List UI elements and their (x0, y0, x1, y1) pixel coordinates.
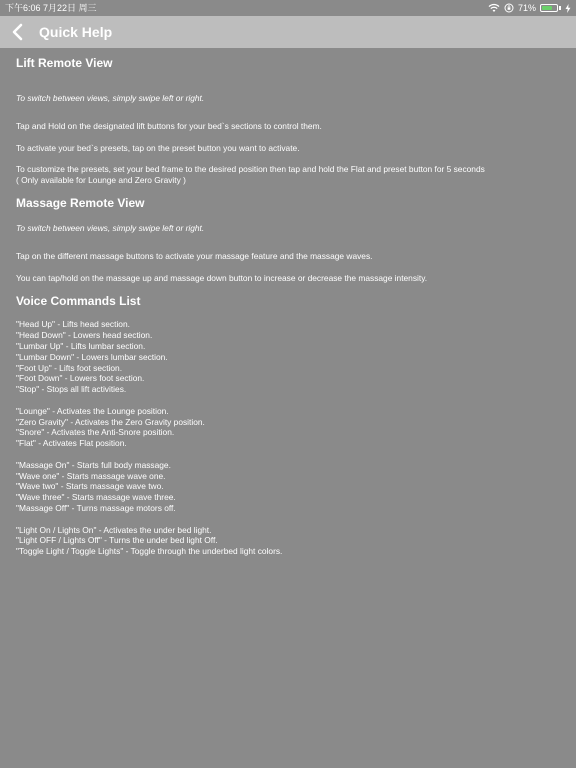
massage-hint: To switch between views, simply swipe left or right. (16, 222, 205, 233)
wifi-icon (488, 3, 500, 13)
voice-group-lift (16, 319, 564, 395)
voice-command: "Head Down" - Lowers head section. (16, 330, 153, 341)
voice-command: "Snore" - Activates the Anti-Snore position. (16, 427, 175, 438)
voice-command: "Wave three" - Starts massage wave three. (16, 492, 176, 503)
voice-command: "Lounge" - Activates the Lounge position. (16, 405, 169, 416)
massage-paragraph: You can tap/hold on the massage up and massage down button to increase or decrease the massage intensity. (16, 272, 428, 283)
lift-paragraph: Tap and Hold on the designated lift buttons for your bed`s sections to control them. (16, 120, 322, 131)
battery-icon (540, 4, 558, 12)
voice-command: "Zero Gravity" - Activates the Zero Gravity position. (16, 416, 205, 427)
voice-command: "Massage Off" - Turns massage motors off. (16, 502, 176, 513)
voice-group-massage (16, 460, 564, 514)
voice-command: "Lumbar Up" - Lifts lumbar section. (16, 340, 146, 351)
battery-fill (542, 6, 552, 10)
voice-command: "Wave two" - Starts massage wave two. (16, 481, 164, 492)
voice-command: "Wave one" - Starts massage wave one. (16, 470, 166, 481)
lift-paragraph: ( Only available for Lounge and Zero Gravity ) (16, 175, 186, 186)
lift-paragraph: To customize the presets, set your bed frame to the desired position then tap and hold the Flat and preset button for 5 seconds (16, 164, 485, 175)
massage-heading: Massage Remote View (16, 195, 145, 210)
voice-group-light (16, 525, 564, 557)
voice-command: "Light OFF / Lights Off" - Turns the under bed light Off. (16, 535, 218, 546)
battery-tip (559, 6, 561, 10)
status-bar (0, 0, 576, 16)
voice-command: "Foot Down" - Lowers foot section. (16, 373, 145, 384)
back-button[interactable] (10, 16, 34, 48)
voice-heading: Voice Commands List (16, 294, 141, 309)
voice-command: "Light On / Lights On" - Activates the under bed light. (16, 524, 212, 535)
voice-group-presets (16, 406, 564, 449)
voice-command: "Stop" - Stops all lift activities. (16, 384, 127, 395)
lift-heading: Lift Remote View (16, 56, 113, 70)
charging-bolt-icon (565, 4, 571, 13)
navigation-bar (0, 16, 576, 48)
voice-command: "Lumbar Down" - Lowers lumbar section. (16, 351, 168, 362)
status-time-date: 下午6:06 7月22日 周三 (5, 3, 97, 13)
voice-command: "Foot Up" - Lifts foot section. (16, 362, 123, 373)
lift-hint: To switch between views, simply swipe left or right. (16, 93, 205, 103)
voice-command: "Head Up" - Lifts head section. (16, 319, 130, 330)
orientation-lock-icon (504, 3, 514, 13)
chevron-left-icon (10, 16, 26, 48)
voice-command: "Massage On" - Starts full body massage. (16, 459, 171, 470)
lift-paragraph: To activate your bed`s presets, tap on the preset button you want to activate. (16, 142, 300, 153)
help-content (16, 56, 564, 557)
massage-paragraph: Tap on the different massage buttons to activate your massage feature and the massage waves. (16, 250, 373, 261)
voice-command: "Flat" - Activates Flat position. (16, 438, 127, 449)
voice-command: "Toggle Light / Toggle Lights" - Toggle through the underbed light colors. (16, 546, 283, 557)
battery-percent: 71% (517, 3, 536, 13)
page-title: Quick Help (39, 24, 113, 40)
status-indicators (488, 0, 571, 16)
